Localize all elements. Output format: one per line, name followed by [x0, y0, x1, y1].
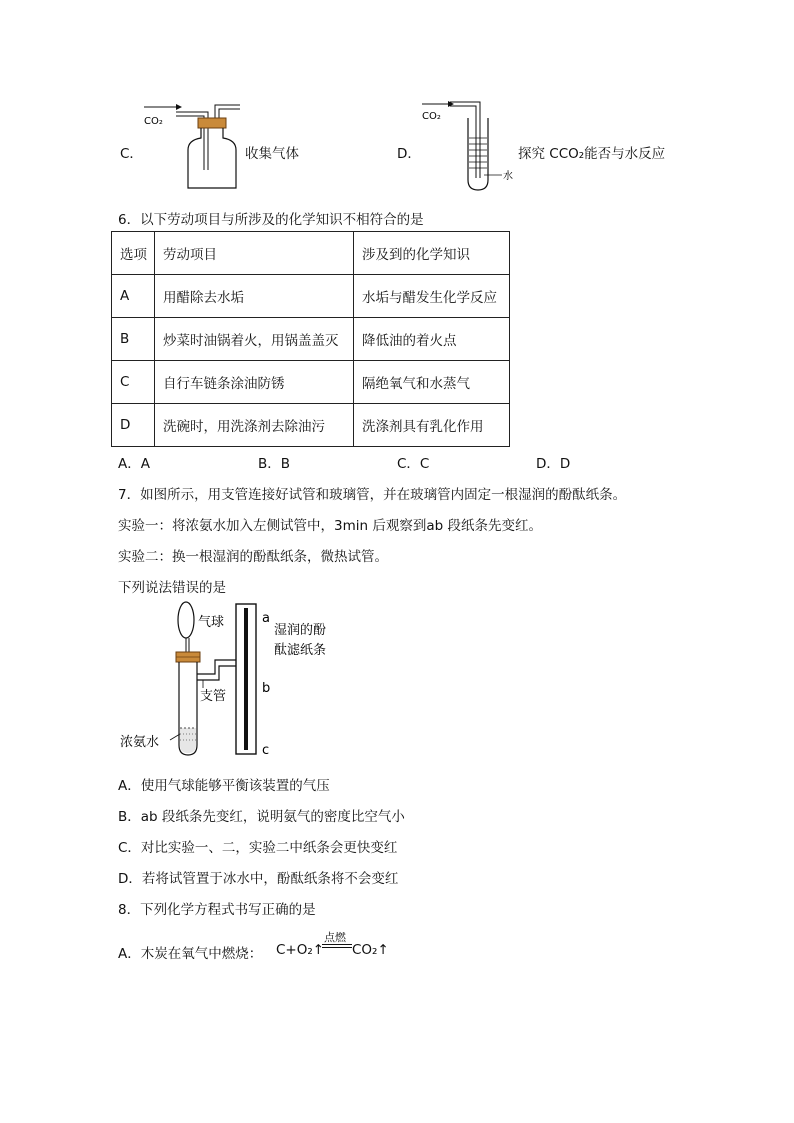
table-cell: 炒菜时油锅着火，用锅盖盖灭 [155, 318, 354, 361]
label-a: a [262, 611, 270, 626]
table-cell: 自行车链条涂油防锈 [155, 361, 354, 404]
table-header: 涉及到的化学知识 [354, 232, 510, 275]
table-header: 选项 [112, 232, 155, 275]
q5-option-d-text: 探究 CCO₂能否与水反应 [518, 146, 666, 162]
q6-choice-a: A．A [118, 456, 150, 472]
co2-water-test-tube-diagram [418, 98, 518, 194]
table-header: 劳动项目 [155, 232, 354, 275]
table-row [112, 318, 510, 361]
strip-label-line1: 湿润的酚 [274, 623, 327, 638]
table-header-row [112, 232, 510, 275]
table-cell: 降低油的着火点 [354, 318, 510, 361]
q7-stem: 7．如图所示，用支管连接好试管和玻璃管，并在玻璃管内固定一根湿润的酚酞纸条。 [118, 487, 627, 503]
table-cell: 洗涤剂具有乳化作用 [354, 404, 510, 447]
q8-equation-rhs: CO₂↑ [352, 942, 389, 958]
q6-table [111, 231, 510, 447]
q5-option-c-letter: C． [120, 146, 143, 162]
table-cell: 用醋除去水垢 [155, 275, 354, 318]
co2-label-c: CO₂ [144, 116, 163, 127]
ammonia-diffusion-apparatus-diagram [118, 600, 358, 762]
table-row [112, 275, 510, 318]
strip-label-line2: 酞滤纸条 [274, 643, 327, 658]
table-cell: A [112, 275, 155, 318]
q6-stem: 6．以下劳动项目与所涉及的化学知识不相符合的是 [118, 212, 424, 228]
co2-label-d: CO₂ [422, 111, 441, 122]
table-cell: 水垢与醋发生化学反应 [354, 275, 510, 318]
q8-stem: 8．下列化学方程式书写正确的是 [118, 902, 316, 918]
table-row [112, 361, 510, 404]
label-c: c [262, 743, 270, 758]
q8-option-a-prefix: A．木炭在氧气中燃烧： [118, 946, 263, 962]
q7-experiment-2: 实验二：换一根湿润的酚酞纸条，微热试管。 [118, 549, 388, 565]
table-cell: 洗碗时，用洗涤剂去除油污 [155, 404, 354, 447]
q7-ask: 下列说法错误的是 [118, 580, 226, 596]
table-cell: 隔绝氧气和水蒸气 [354, 361, 510, 404]
q6-choice-d: D．D [536, 456, 571, 472]
label-b: b [262, 681, 271, 696]
reaction-condition: 点燃 [324, 931, 346, 944]
q7-option-c: C．对比实验一、二，实验二中纸条会更快变红 [118, 840, 398, 856]
q5-option-d-letter: D． [397, 146, 421, 162]
ammonia-label: 浓氨水 [120, 735, 160, 750]
table-cell: C [112, 361, 155, 404]
table-cell: D [112, 404, 155, 447]
q6-choice-b: B．B [258, 456, 291, 472]
water-label: 水 [503, 171, 513, 182]
q5-option-c-text: 收集气体 [245, 146, 299, 162]
gas-collecting-bottle-diagram [140, 100, 250, 192]
equation-line-top [322, 944, 352, 945]
q7-option-a: A．使用气球能够平衡该装置的气压 [118, 778, 330, 794]
q6-choice-c: C．C [397, 456, 430, 472]
equation-line-bottom [322, 947, 352, 948]
branch-pipe-label: 支管 [200, 689, 227, 704]
q8-equation-lhs: C+O₂↑ [276, 942, 325, 958]
q7-experiment-1: 实验一：将浓氨水加入左侧试管中，3min 后观察到ab 段纸条先变红。 [118, 518, 542, 534]
table-row [112, 404, 510, 447]
q7-option-d: D．若将试管置于冰水中，酚酞纸条将不会变红 [118, 871, 399, 887]
table-cell: B [112, 318, 155, 361]
q7-option-b: B．ab 段纸条先变红，说明氨气的密度比空气小 [118, 809, 405, 825]
balloon-label: 气球 [198, 615, 225, 630]
